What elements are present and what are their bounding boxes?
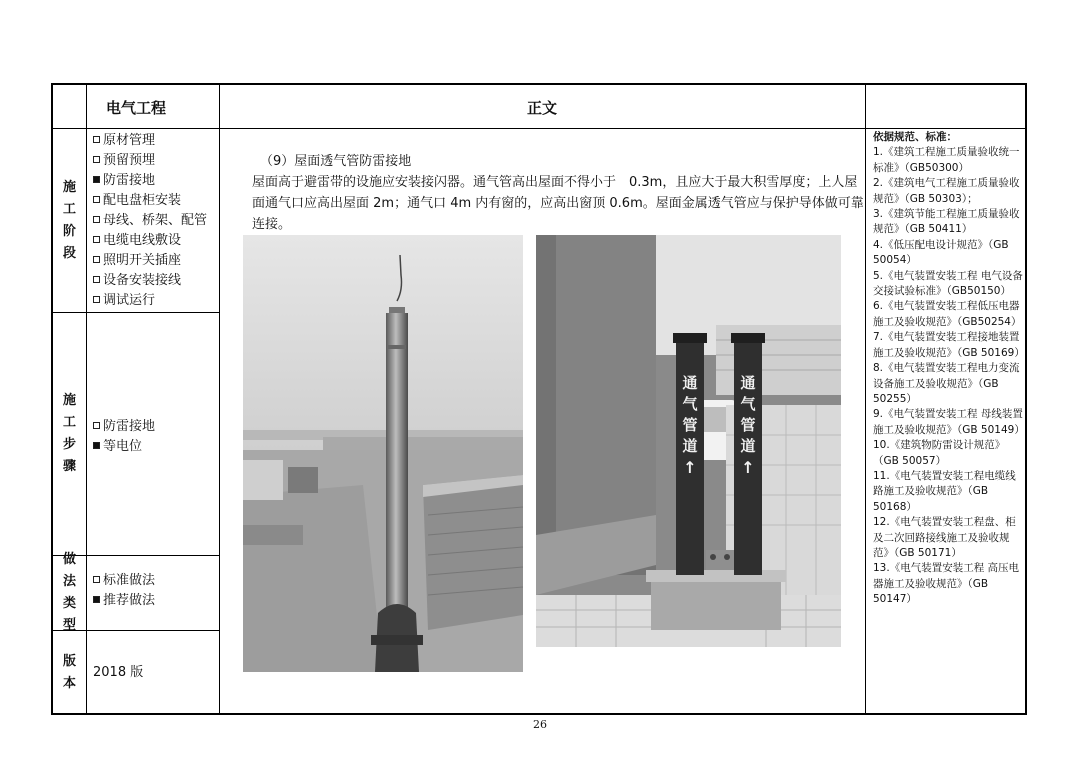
stage-label: 施 工 阶 段 bbox=[62, 179, 76, 261]
arrow-up-icon: ↑ bbox=[741, 458, 755, 477]
checkbox-icon bbox=[93, 136, 100, 143]
version-value: 2018 版 bbox=[93, 665, 144, 680]
checkbox-icon bbox=[93, 236, 100, 243]
roof-vent-pipe-photo bbox=[243, 235, 523, 672]
reference-item: 13.《电气装置安装工程 高压电器施工及验收规范》（GB 50147） bbox=[873, 562, 1020, 606]
checkbox-icon bbox=[93, 196, 100, 203]
method-item[interactable]: 推荐做法 bbox=[93, 591, 155, 611]
checkbox-icon bbox=[93, 276, 100, 283]
stage-item[interactable]: 电缆电线敷设 bbox=[93, 231, 207, 251]
stage-item[interactable]: 原材管理 bbox=[93, 131, 207, 151]
stage-item[interactable]: 调试运行 bbox=[93, 291, 207, 311]
pipe-label-left: 通气管道 ↑ bbox=[677, 373, 703, 478]
col-divider-label bbox=[86, 85, 87, 713]
checkbox-checked-icon bbox=[93, 442, 100, 449]
stage-item[interactable]: 设备安装接线 bbox=[93, 271, 207, 291]
left-header-title: 电气工程 bbox=[105, 99, 166, 117]
vent-pipes-photo bbox=[536, 235, 841, 647]
reference-item: 9.《电气装置安装工程 母线装置施工及验收规范》（GB 50149） bbox=[873, 408, 1025, 436]
stage-item[interactable]: 防雷接地 bbox=[93, 171, 207, 191]
pipe-label-right: 通气管道 ↑ bbox=[735, 373, 761, 478]
checkbox-icon bbox=[93, 216, 100, 223]
method-list bbox=[93, 571, 155, 611]
stage-list bbox=[93, 131, 207, 311]
reference-item: 11.《电气装置安装工程电缆线路施工及验收规范》（GB 50168） bbox=[873, 469, 1016, 513]
reference-item: 5.《电气装置安装工程 电气设备交接试验标准》（GB50150） bbox=[873, 269, 1023, 298]
stage-item[interactable]: 预留预埋 bbox=[93, 151, 207, 171]
checkbox-checked-icon bbox=[93, 596, 100, 603]
references-list bbox=[873, 130, 1025, 608]
body-paragraph: 屋面高于避雷带的设施应安装接闪器。通气管高出屋面不得小于 0.3m，且应大于最大积雪厚度；上人屋面通气口应高出屋面 2m；通气口 4m 内有窗的，应高出窗顶 0.6m。屋面金属透气管应与保护导体做可靠连接。 bbox=[252, 175, 864, 232]
steps-label: 施 工 步 骤 bbox=[62, 393, 76, 474]
stage-item[interactable]: 配电盘柜安装 bbox=[93, 191, 207, 211]
version-label: 版 本 bbox=[62, 654, 76, 691]
method-item[interactable]: 标准做法 bbox=[93, 571, 155, 591]
col-divider-main bbox=[219, 85, 220, 713]
main-header-title: 正文 bbox=[526, 99, 557, 117]
reference-item: 12.《电气装置安装工程盘、柜及二次回路接线施工及验收规范》（GB 50171） bbox=[873, 516, 1016, 559]
reference-item: 4.《低压配电设计规范》（GB 50054） bbox=[873, 238, 1009, 267]
steps-list bbox=[93, 417, 155, 457]
checkbox-icon bbox=[93, 296, 100, 303]
reference-item: 7.《电气装置安装工程接地装置施工及验收规范》（GB 50169） bbox=[873, 331, 1025, 359]
page-number: 26 bbox=[533, 718, 547, 731]
reference-item: 3.《建筑节能工程施工质量验收规范》（GB 50411） bbox=[873, 208, 1020, 236]
method-label: 做 法 类 型 bbox=[62, 552, 76, 633]
reference-item: 10.《建筑物防雷设计规范》（GB 50057） bbox=[873, 439, 1006, 467]
header-divider bbox=[53, 128, 1025, 129]
stage-item[interactable]: 母线、桥架、配管 bbox=[93, 211, 207, 231]
reference-item: 6.《电气装置安装工程低压电器施工及验收规范》（GB50254） bbox=[873, 300, 1022, 328]
col-divider-ref bbox=[865, 85, 866, 713]
body-text bbox=[252, 151, 864, 235]
arrow-up-icon: ↑ bbox=[683, 458, 697, 477]
checkbox-icon bbox=[93, 156, 100, 163]
references-title: 依据规范、标准： bbox=[873, 131, 957, 143]
checkbox-icon bbox=[93, 576, 100, 583]
steps-item[interactable]: 等电位 bbox=[93, 437, 155, 457]
steps-item[interactable]: 防雷接地 bbox=[93, 417, 155, 437]
standard-sheet-table bbox=[51, 83, 1027, 715]
checkbox-icon bbox=[93, 256, 100, 263]
stage-item[interactable]: 照明开关插座 bbox=[93, 251, 207, 271]
reference-item: 2.《建筑电气工程施工质量验收规范》（GB 50303）； bbox=[873, 177, 1020, 205]
reference-item: 8.《电气装置安装工程电力变流设备施工及验收规范》（GB 50255） bbox=[873, 362, 1020, 405]
roof-vent-pipe-image bbox=[243, 235, 523, 672]
checkbox-icon bbox=[93, 422, 100, 429]
checkbox-checked-icon bbox=[93, 176, 100, 183]
body-heading: （9）屋面透气管防雷接地 bbox=[260, 154, 412, 169]
reference-item: 1.《建筑工程施工质量验收统一标准》（GB50300） bbox=[873, 146, 1020, 174]
